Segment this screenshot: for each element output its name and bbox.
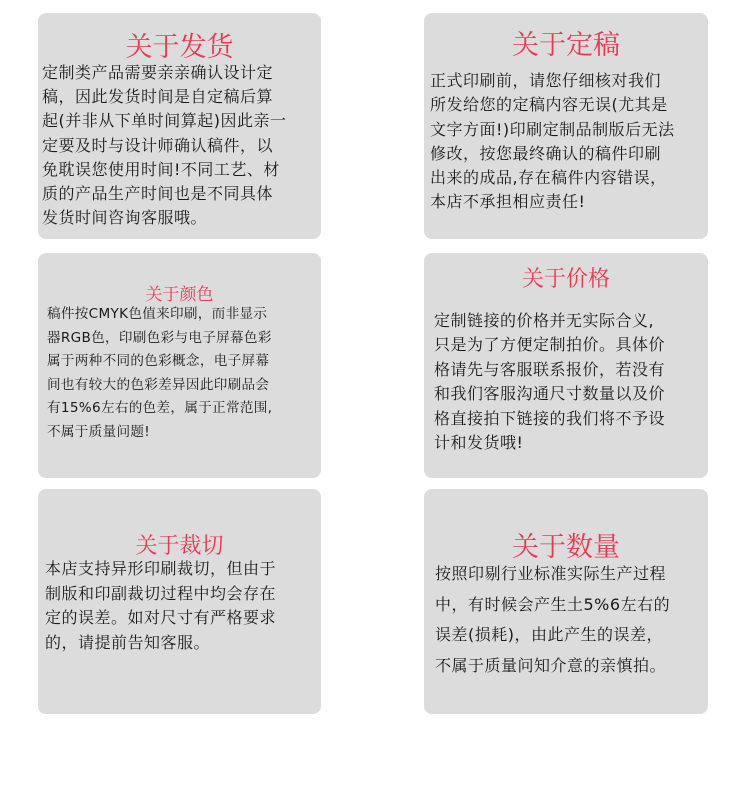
card-color bbox=[38, 253, 321, 478]
card-price bbox=[424, 253, 708, 478]
card-body-color: 稿件按CMYK色值来印刷，而非显示 器RGB色，印刷色彩与电子屏幕色彩 属于两种不同的色彩概念，电子屏幕 间也有较大的色彩差异因此印刷品会 有15%6左右的色差，属于正常范围, 不属于质量问题! bbox=[47, 306, 273, 440]
card-proof bbox=[424, 13, 708, 239]
card-title-color: 关于颜色 bbox=[145, 285, 214, 305]
card-shipping bbox=[38, 13, 321, 239]
card-body-cutting: 本店支持异形印刷裁切，但由于 制版和印副裁切过程中均会存在 定的误差。如对尺寸有严格要求 的，请提前告知客服。 bbox=[45, 559, 277, 652]
card-body-price: 定制链接的价格并无实际合义, 只是为了方便定制拍价。具体价 格请先与客服联系报价，若没有 和我们客服沟通尺寸数量以及价 格直接拍下链接的我们将不予设 计和发货哦! bbox=[434, 311, 666, 453]
card-cutting bbox=[38, 489, 321, 714]
card-body-shipping: 定制类产品需要亲亲确认设计定 稿，因此发货时间是自定稿后算 起(并非从下单时间算起)因此亲一 定要及时与设计师确认稿件，以 免耽误您使用时间!不同工艺、材 质的产品生产时间也是不同具体 发货时间咨询客服哦。 bbox=[42, 63, 287, 228]
card-title-quantity: 关于数量 bbox=[512, 532, 620, 563]
card-body-quantity: 按照印剔行业标准实际生产过程 中，有时候会产生土5%6左右的 误差(损耗)，由此产生的误差， 不属于质量问知介意的亲慎拍。 bbox=[435, 564, 671, 675]
card-body-proof: 正式印刷前，请您仔细核对我们 所发给您的定稿内容无误(尤其是 文字方面!)印刷定制品制版后无法 修改，按您最终确认的稿件印刷 出来的成品,存在稿件内容错误， 本店不承担相应责任! bbox=[430, 71, 675, 212]
card-title-price: 关于价格 bbox=[521, 267, 610, 292]
card-title-proof: 关于定稿 bbox=[512, 30, 620, 61]
card-quantity bbox=[424, 489, 708, 714]
card-title-cutting: 关于裁切 bbox=[135, 534, 224, 559]
card-title-shipping: 关于发货 bbox=[125, 32, 234, 63]
